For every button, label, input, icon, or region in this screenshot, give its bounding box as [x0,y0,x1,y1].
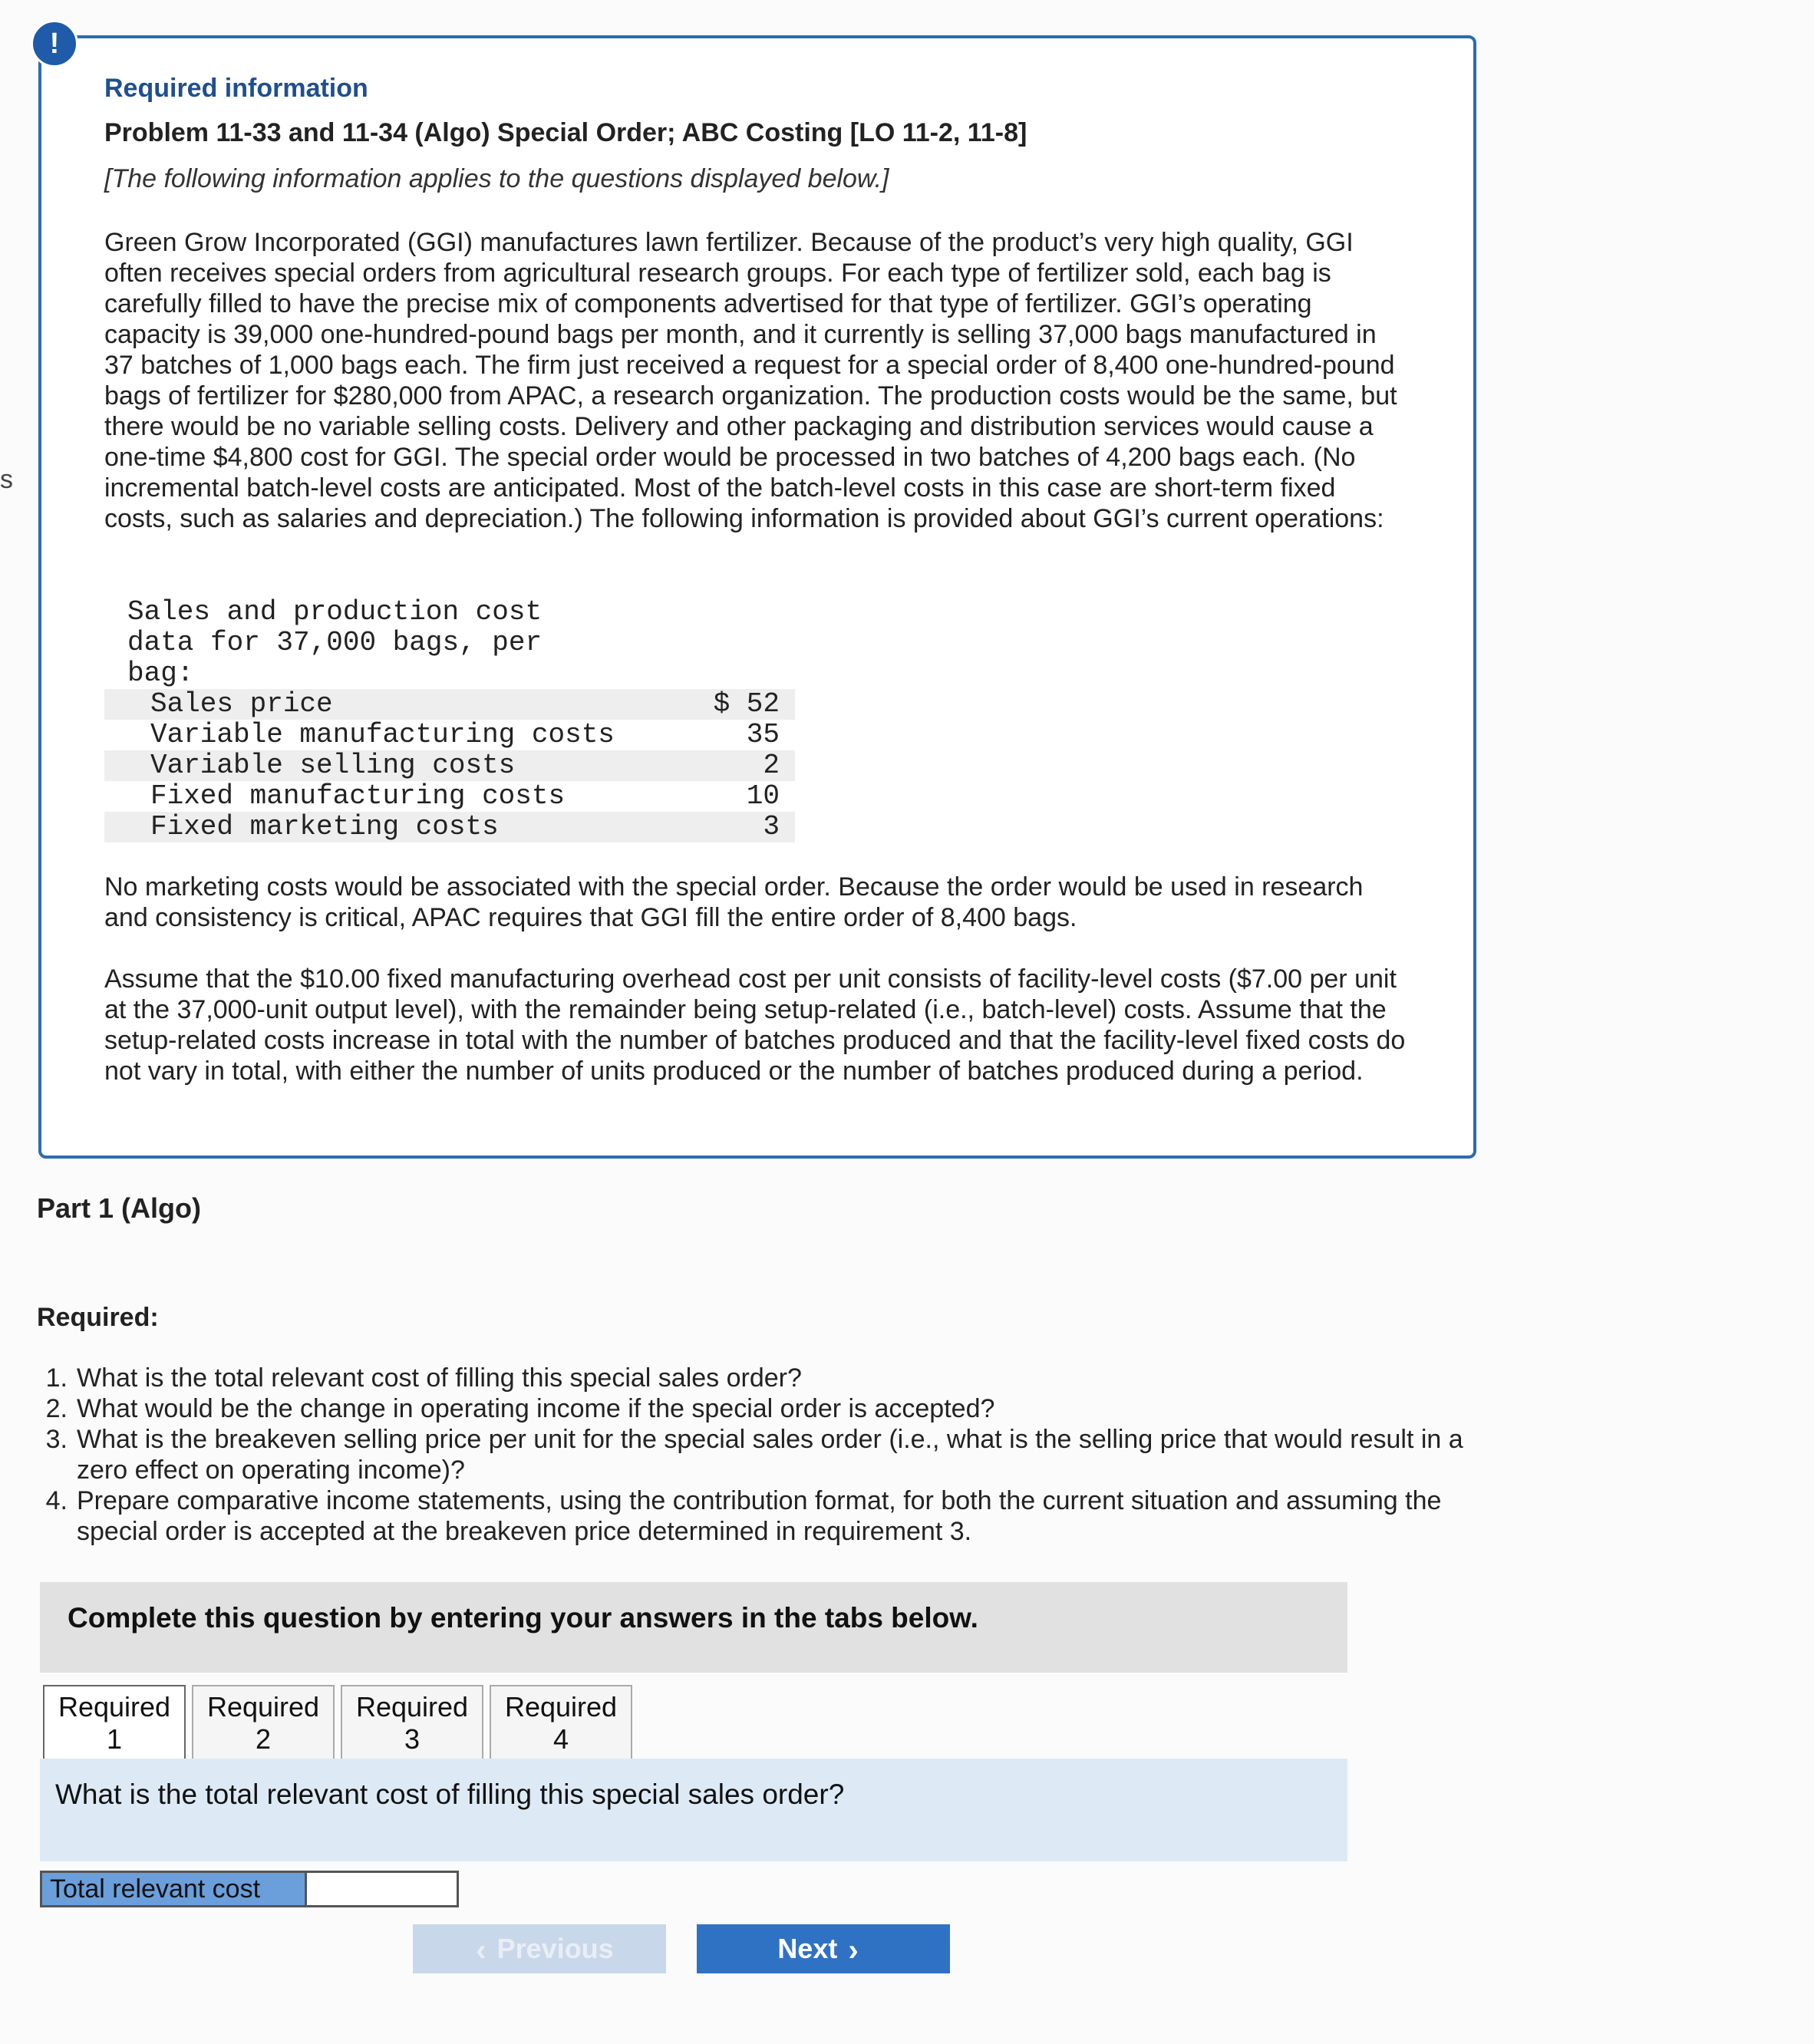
total-relevant-cost-label: Total relevant cost [42,1873,305,1905]
requirements-list [31,1363,1473,1547]
next-label: Next [777,1933,838,1964]
tab-required-3[interactable] [341,1685,483,1760]
table-row [104,812,795,842]
tab-label: Required [58,1691,171,1723]
row-value: 35 [746,719,780,750]
row-label: Variable manufacturing costs [150,719,615,750]
question-text: What is the total relevant cost of filling this special sales order? [55,1779,845,1810]
cost-data-table [104,597,795,842]
chevron-left-icon: ‹ [476,1934,486,1968]
problem-title: Problem 11-33 and 11-34 (Algo) Special Order; ABC Costing [LO 11-2, 11-8] [104,118,1027,147]
tab-label: Required [355,1691,469,1723]
tab-number: 4 [552,1723,569,1755]
tab-label: Required [206,1691,320,1723]
list-text: What is the total relevant cost of filling this special sales order? [77,1363,802,1393]
previous-button[interactable] [413,1924,666,1973]
cost-table-header: Sales and production cost data for 37,000 bags, per bag: [127,596,543,689]
list-number: 2. [45,1394,68,1423]
row-value: 10 [746,780,780,812]
next-button[interactable] [697,1924,950,1973]
list-number: 1. [45,1363,68,1393]
tab-number: 1 [106,1723,123,1755]
instruction-banner [40,1582,1347,1673]
previous-label: Previous [496,1933,614,1964]
problem-paragraph-3: Assume that the $10.00 fixed manufacturing overhead cost per unit consists of facility-level costs ($7.00 per unit at the 37,000-unit output level), with the remainder being setup-related (i.e., batch-level) costs. Assume that the setup-related costs increase in total with the number of batches produced and that the facility-level fixed costs do not vary in total, with either the number of units produced or the number of batches produced during a period. [104,964,1406,1086]
row-label: Sales price [150,688,333,720]
tab-required-2[interactable] [192,1685,335,1760]
required-label: Required: [37,1303,159,1332]
row-value: 2 [763,750,780,781]
list-number: 3. [45,1425,68,1454]
list-number: 4. [45,1486,68,1515]
total-relevant-cost-input[interactable] [305,1873,457,1905]
problem-paragraph-1: Green Grow Incorporated (GGI) manufactures lawn fertilizer. Because of the product’s very high quality, GGI often receives special orders from agricultural research groups. For each type of fertilizer sold, each bag is carefully filled to have the precise mix of components advertised for that type of fertilizer. GGI’s operating capacity is 39,000 one-hundred-pound bags per month, and it currently is selling 37,000 bags manufactured in 37 batches of 1,000 bags each. The firm just received a request for a special order of 8,400 one-hundred-pound bags of fertilizer for $280,000 from APAC, a research organization. The production costs would be the same, but there would be no variable selling costs. Delivery and other packaging and distribution services would cause a one-time $4,800 cost for GGI. The special order would be processed in two batches of 4,200 bags each. (No incremental batch-level costs are anticipated. Most of the batch-level costs in this case are short-term fixed costs, such as salaries and depreciation.) The following information is provided about GGI’s current operations: [104,228,1397,533]
list-item [31,1485,1473,1547]
row-value: 3 [763,811,780,842]
row-value: $ 52 [713,688,780,720]
list-item [31,1393,1473,1424]
banner-text: Complete this question by entering your answers in the tabs below. [68,1602,978,1634]
alert-icon: ! [31,20,78,68]
tab-required-1[interactable] [43,1685,186,1762]
tab-number: 3 [404,1723,421,1755]
tab-required-4[interactable] [490,1685,632,1760]
list-text: Prepare comparative income statements, using the contribution format, for both the current situation and assuming the special order is accepted at the breakeven price determined in requirement 3. [77,1486,1442,1546]
question-panel [40,1759,1347,1861]
row-label: Variable selling costs [150,750,516,781]
required-tabs [43,1685,638,1762]
row-label: Fixed manufacturing costs [150,780,566,812]
answer-row [40,1871,459,1907]
row-label: Fixed marketing costs [150,811,499,842]
table-row [104,781,795,812]
list-text: What is the breakeven selling price per unit for the special sales order (i.e., what is the selling price that would result in a zero effect on operating income)? [77,1425,1463,1485]
chevron-right-icon: › [848,1934,859,1968]
table-row [104,689,795,720]
info-note: [The following information applies to the questions displayed below.] [104,164,889,193]
edge-text-fragment: s [0,465,13,494]
part-title: Part 1 (Algo) [37,1192,202,1224]
table-row [104,750,795,781]
required-information-title: Required information [104,74,368,103]
list-text: What would be the change in operating income if the special order is accepted? [77,1394,995,1423]
tab-number: 2 [255,1723,272,1755]
problem-paragraph-2: No marketing costs would be associated with the special order. Because the order would be used in research and consistency is critical, APAC requires that GGI fill the entire order of 8,400 bags. [104,872,1364,932]
list-item [31,1363,1473,1393]
list-item [31,1424,1473,1485]
table-row [104,720,795,750]
tab-label: Required [504,1691,618,1723]
